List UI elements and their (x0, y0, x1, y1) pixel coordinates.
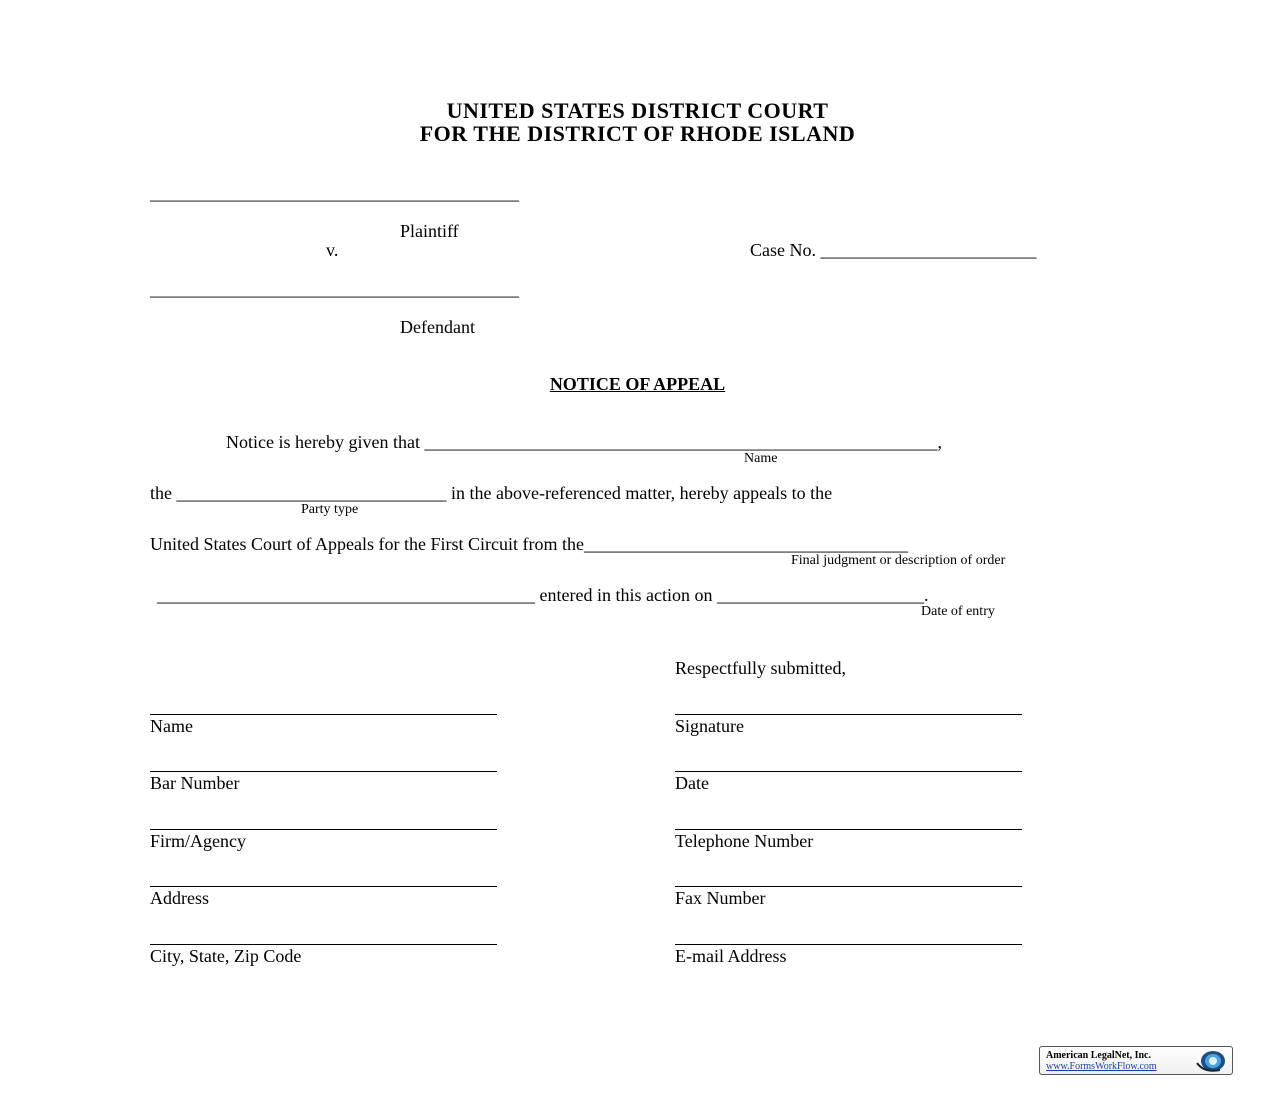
name-label: Name (150, 716, 193, 736)
signature-line[interactable] (675, 714, 1022, 715)
entered-text: entered in this action on (539, 585, 713, 605)
globe-icon (1194, 1049, 1228, 1073)
footer-company: American LegalNet, Inc. (1046, 1050, 1151, 1061)
fax-line[interactable] (675, 886, 1022, 887)
case-number-blank[interactable]: ________________________ (820, 240, 1037, 260)
date-of-entry-blank[interactable]: _______________________. (716, 585, 929, 605)
case-number-row (750, 240, 1037, 261)
party-type-blank[interactable]: ______________________________ (176, 483, 447, 503)
address-label: Address (150, 888, 209, 908)
court-name: UNITED STATES DISTRICT COURT (446, 98, 829, 123)
fax-label: Fax Number (675, 888, 766, 908)
body-line-1 (226, 432, 942, 453)
firm-agency-line[interactable] (150, 829, 497, 830)
date-of-entry-caption: Date of entry (921, 604, 995, 619)
the-text: the (150, 483, 172, 503)
city-state-zip-label: City, State, Zip Code (150, 946, 302, 966)
defendant-label: Defendant (400, 317, 475, 337)
bar-number-label: Bar Number (150, 773, 240, 793)
document-title: NOTICE OF APPEAL (549, 374, 726, 394)
email-label: E-mail Address (675, 946, 787, 966)
telephone-line[interactable] (675, 829, 1022, 830)
plaintiff-label: Plaintiff (400, 221, 459, 241)
telephone-label: Telephone Number (675, 831, 814, 851)
court-of-appeals-text: United States Court of Appeals for the First Circuit from the (150, 534, 584, 554)
appeals-text: in the above-referenced matter, hereby appeals to the (451, 483, 833, 503)
body-line-4 (157, 585, 928, 606)
judgment-blank[interactable]: ____________________________________ (583, 534, 908, 554)
bar-number-line[interactable] (150, 771, 497, 772)
footer-url-link[interactable]: www.FormsWorkFlow.com (1046, 1061, 1157, 1072)
address-line[interactable] (150, 886, 497, 887)
case-number-label: Case No. (750, 240, 816, 260)
name-caption: Name (744, 451, 778, 466)
district-name: FOR THE DISTRICT OF RHODE ISLAND (419, 121, 856, 146)
versus-label: v. (326, 240, 339, 260)
signature-label: Signature (675, 716, 744, 736)
city-state-zip-line[interactable] (150, 944, 497, 945)
appellant-name-blank[interactable]: _________________________________________________________, (424, 432, 942, 452)
judgment-continuation-blank[interactable]: __________________________________________ (157, 585, 535, 605)
date-label: Date (675, 773, 709, 793)
party-type-caption: Party type (301, 502, 359, 517)
email-line[interactable] (675, 944, 1022, 945)
plaintiff-name-blank[interactable]: _________________________________________ (150, 183, 519, 203)
firm-agency-label: Firm/Agency (150, 831, 246, 851)
defendant-name-blank[interactable]: _________________________________________ (150, 279, 519, 299)
body-line-2 (150, 483, 832, 504)
notice-text: Notice is hereby given that (226, 432, 420, 452)
footer-badge[interactable] (1039, 1046, 1233, 1075)
name-line[interactable] (150, 714, 497, 715)
judgment-caption: Final judgment or description of order (791, 553, 1006, 568)
closing-text: Respectfully submitted, (675, 658, 846, 678)
date-line[interactable] (675, 771, 1022, 772)
body-line-3 (150, 534, 908, 555)
